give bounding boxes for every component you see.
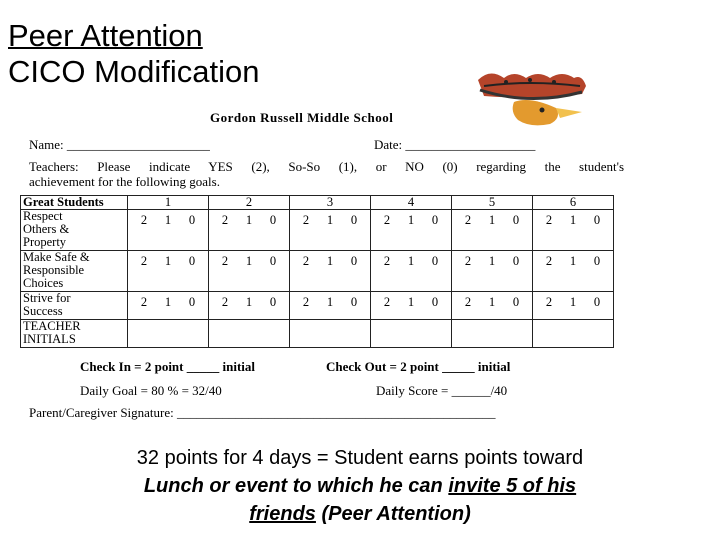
- score-cell[interactable]: [209, 292, 290, 320]
- score-option[interactable]: 0: [350, 213, 358, 227]
- score-cell[interactable]: [128, 292, 209, 320]
- score-option[interactable]: 0: [350, 254, 358, 268]
- score-option[interactable]: 2: [302, 213, 310, 227]
- goal-label: Make Safe & Responsible Choices: [21, 251, 128, 292]
- score-option[interactable]: 2: [383, 295, 391, 309]
- caption-line3: friends (Peer Attention): [249, 503, 471, 525]
- score-option[interactable]: 1: [245, 295, 253, 309]
- score-option[interactable]: 0: [188, 254, 196, 268]
- score-cell[interactable]: [452, 251, 533, 292]
- score-option[interactable]: 1: [326, 254, 334, 268]
- score-cell[interactable]: [452, 292, 533, 320]
- score-option[interactable]: 1: [569, 213, 577, 227]
- date-field: Date: ____________________: [374, 137, 536, 152]
- score-option[interactable]: 2: [140, 254, 148, 268]
- period-header: 4: [371, 196, 452, 210]
- score-option[interactable]: 0: [593, 295, 601, 309]
- initials-cell[interactable]: [533, 320, 614, 348]
- score-option[interactable]: 1: [245, 254, 253, 268]
- score-option[interactable]: 2: [221, 254, 229, 268]
- corner-header: Great Students: [21, 196, 128, 210]
- score-option[interactable]: 0: [593, 254, 601, 268]
- instructions-line1: Teachers: Please indicate YES (2), So-So (1), or NO (0) regarding the student's: [29, 159, 624, 174]
- teacher-initials-row: [21, 320, 614, 348]
- caption-line1: 32 points for 4 days = Student earns points toward: [136, 447, 584, 469]
- score-option[interactable]: 1: [164, 295, 172, 309]
- table-header-row: [21, 196, 614, 210]
- score-option[interactable]: 2: [464, 213, 472, 227]
- score-option[interactable]: 2: [464, 254, 472, 268]
- score-option[interactable]: 0: [431, 213, 439, 227]
- score-cell[interactable]: [533, 292, 614, 320]
- score-option[interactable]: 0: [431, 254, 439, 268]
- period-header: 5: [452, 196, 533, 210]
- score-option[interactable]: 2: [140, 213, 148, 227]
- signature-line: Parent/Caregiver Signature: _________________________________________________: [29, 405, 496, 420]
- period-header: 3: [290, 196, 371, 210]
- initials-cell[interactable]: [371, 320, 452, 348]
- score-option[interactable]: 0: [350, 295, 358, 309]
- score-option[interactable]: 0: [269, 254, 277, 268]
- score-cell[interactable]: [290, 210, 371, 251]
- period-header: 1: [128, 196, 209, 210]
- score-option[interactable]: 2: [545, 213, 553, 227]
- cico-form: [24, 105, 639, 425]
- score-option[interactable]: 0: [188, 213, 196, 227]
- score-option[interactable]: 1: [407, 254, 415, 268]
- score-option[interactable]: 0: [512, 295, 520, 309]
- initials-cell[interactable]: [128, 320, 209, 348]
- score-option[interactable]: 1: [326, 213, 334, 227]
- score-option[interactable]: 0: [512, 213, 520, 227]
- daily-goal-line: Daily Goal = 80 % = 32/40: [80, 383, 222, 398]
- school-name: Gordon Russell Middle School: [210, 110, 394, 125]
- instructions-line2: achievement for the following goals.: [29, 174, 220, 189]
- score-option[interactable]: 2: [545, 254, 553, 268]
- name-field: Name: ______________________: [29, 137, 210, 152]
- score-option[interactable]: 0: [269, 213, 277, 227]
- slide-title-line2: CICO Modification: [8, 54, 260, 89]
- score-option[interactable]: 0: [431, 295, 439, 309]
- score-option[interactable]: 1: [407, 295, 415, 309]
- caption: [60, 444, 660, 528]
- initials-cell[interactable]: [452, 320, 533, 348]
- score-option[interactable]: 0: [512, 254, 520, 268]
- period-header: 6: [533, 196, 614, 210]
- score-option[interactable]: 2: [140, 295, 148, 309]
- score-option[interactable]: 1: [164, 254, 172, 268]
- score-option[interactable]: 1: [488, 254, 496, 268]
- goal-row: [21, 292, 614, 320]
- goal-row: [21, 251, 614, 292]
- score-cell[interactable]: [371, 292, 452, 320]
- score-cell[interactable]: [209, 210, 290, 251]
- score-option[interactable]: 2: [221, 295, 229, 309]
- score-cell[interactable]: [452, 210, 533, 251]
- score-option[interactable]: 2: [464, 295, 472, 309]
- score-option[interactable]: 1: [569, 254, 577, 268]
- check-out-line: Check Out = 2 point _____ initial: [326, 359, 511, 374]
- score-option[interactable]: 2: [383, 213, 391, 227]
- goal-label: Respect Others & Property: [21, 210, 128, 251]
- score-option[interactable]: 2: [221, 213, 229, 227]
- score-option[interactable]: 1: [488, 295, 496, 309]
- score-option[interactable]: 1: [407, 213, 415, 227]
- score-cell[interactable]: [371, 210, 452, 251]
- score-option[interactable]: 2: [383, 254, 391, 268]
- initials-cell[interactable]: [209, 320, 290, 348]
- score-option[interactable]: 1: [164, 213, 172, 227]
- score-cell[interactable]: [128, 210, 209, 251]
- slide-title-line1: Peer Attention: [8, 18, 203, 53]
- period-header: 2: [209, 196, 290, 210]
- caption-line2: Lunch or event to which he can invite 5 of his: [143, 475, 577, 497]
- goal-label: Strive for Success: [21, 292, 128, 320]
- score-option[interactable]: 2: [302, 254, 310, 268]
- goals-table: [20, 195, 614, 348]
- score-option[interactable]: 1: [326, 295, 334, 309]
- check-in-line: Check In = 2 point _____ initial: [80, 359, 255, 374]
- score-option[interactable]: 1: [569, 295, 577, 309]
- score-cell[interactable]: [533, 251, 614, 292]
- score-option[interactable]: 1: [245, 213, 253, 227]
- slide-title: [8, 18, 260, 90]
- score-cell[interactable]: [209, 251, 290, 292]
- score-cell[interactable]: [290, 251, 371, 292]
- initials-cell[interactable]: [290, 320, 371, 348]
- teacher-initials-label: TEACHER INITIALS: [21, 320, 128, 348]
- score-option[interactable]: 2: [302, 295, 310, 309]
- score-option[interactable]: 0: [188, 295, 196, 309]
- score-option[interactable]: 0: [593, 213, 601, 227]
- score-option[interactable]: 2: [545, 295, 553, 309]
- goal-row: [21, 210, 614, 251]
- score-cell[interactable]: [533, 210, 614, 251]
- score-option[interactable]: 1: [488, 213, 496, 227]
- daily-score-line: Daily Score = ______/40: [376, 383, 508, 398]
- score-cell[interactable]: [371, 251, 452, 292]
- score-option[interactable]: 0: [269, 295, 277, 309]
- score-cell[interactable]: [290, 292, 371, 320]
- score-cell[interactable]: [128, 251, 209, 292]
